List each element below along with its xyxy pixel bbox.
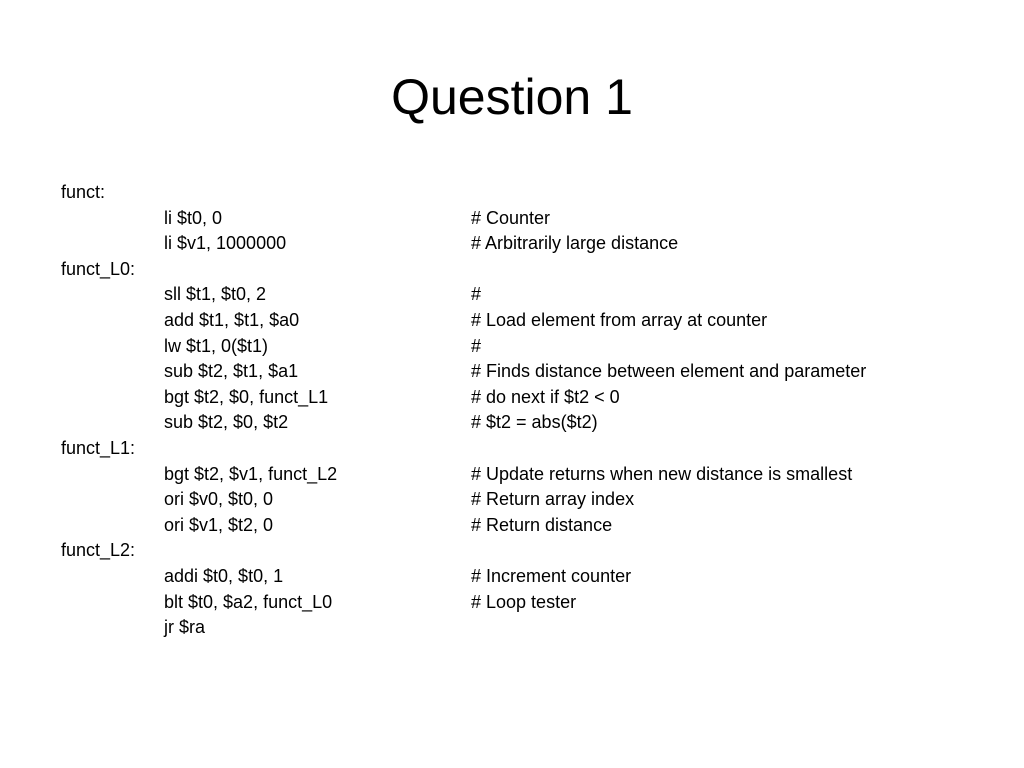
code-instruction: bgt $t2, $v1, funct_L2 — [164, 463, 338, 484]
code-line — [61, 308, 961, 334]
code-comment: # — [471, 335, 482, 356]
code-comment: # Counter — [471, 207, 551, 228]
code-comment: # Arbitrarily large distance — [471, 233, 679, 254]
code-comment: # Load element from array at counter — [471, 309, 768, 330]
code-label: funct: — [61, 182, 106, 202]
code-comment: # do next if $t2 < 0 — [471, 386, 620, 407]
code-instruction: blt $t0, $a2, funct_L0 — [164, 591, 333, 612]
code-instruction: lw $t1, 0($t1) — [164, 335, 269, 356]
code-instruction: addi $t0, $t0, 1 — [164, 565, 284, 586]
code-comment: # Increment counter — [471, 565, 632, 586]
code-label: funct_L1: — [61, 437, 136, 458]
code-line — [61, 282, 961, 308]
code-instruction: sll $t1, $t0, 2 — [164, 284, 267, 305]
code-line — [61, 564, 961, 590]
code-listing — [61, 180, 961, 641]
code-instruction: sub $t2, $t1, $a1 — [164, 361, 299, 382]
code-line — [61, 180, 961, 206]
code-line — [61, 359, 961, 385]
slide-title: Question 1 — [391, 69, 633, 125]
code-line — [61, 436, 961, 462]
code-line — [61, 590, 961, 616]
code-instruction: ori $v1, $t2, 0 — [164, 514, 274, 535]
code-label: funct_L0: — [61, 258, 136, 279]
code-comment: # Return distance — [471, 514, 613, 535]
code-comment: # — [471, 284, 482, 305]
code-line — [61, 385, 961, 411]
code-instruction: add $t1, $t1, $a0 — [164, 309, 300, 330]
code-line — [61, 206, 961, 232]
code-line — [61, 410, 961, 436]
code-line — [61, 257, 961, 283]
code-line — [61, 538, 961, 564]
code-line — [61, 231, 961, 257]
code-instruction: ori $v0, $t0, 0 — [164, 489, 274, 510]
code-comment: # $t2 = abs($t2) — [471, 412, 598, 433]
code-instruction: sub $t2, $0, $t2 — [164, 412, 289, 433]
code-instruction: jr $ra — [164, 617, 206, 638]
code-label: funct_L2: — [61, 540, 136, 561]
code-instruction: li $v1, 1000000 — [164, 233, 287, 254]
code-line — [61, 334, 961, 360]
code-comment: # Return array index — [471, 489, 635, 510]
code-line — [61, 513, 961, 539]
code-line — [61, 462, 961, 488]
code-instruction: li $t0, 0 — [164, 207, 223, 228]
code-line — [61, 615, 961, 641]
code-comment: # Finds distance between element and parameter — [471, 361, 867, 382]
code-comment: # Update returns when new distance is smallest — [471, 463, 853, 484]
code-instruction: bgt $t2, $0, funct_L1 — [164, 386, 329, 407]
code-line — [61, 487, 961, 513]
code-comment: # Loop tester — [471, 591, 577, 612]
